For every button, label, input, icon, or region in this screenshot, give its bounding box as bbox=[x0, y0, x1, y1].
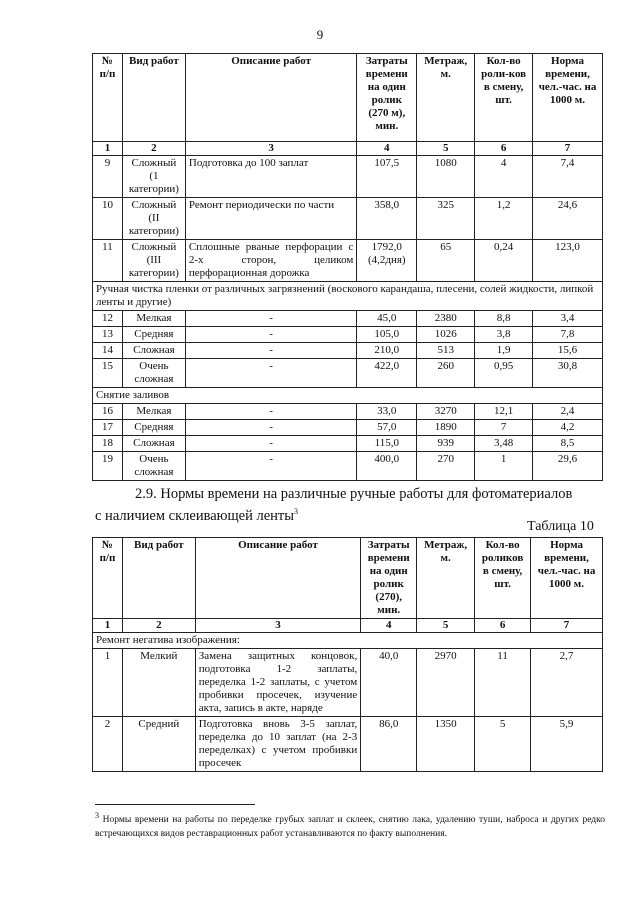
cell-cost: 40,0 bbox=[361, 649, 417, 717]
col-header-num: № п/п bbox=[93, 54, 123, 142]
table-row bbox=[93, 311, 603, 327]
cell-cost: 107,5 bbox=[357, 156, 417, 198]
section-heading-line2: с наличием склеивающей ленты bbox=[95, 507, 294, 524]
cell-num: 14 bbox=[93, 343, 123, 359]
cell-norm: 7,4 bbox=[533, 156, 603, 198]
cell-cost: 422,0 bbox=[357, 359, 417, 388]
col-header-norm: Норма времени, чел.-час. на 1000 м. bbox=[531, 538, 603, 619]
cell-type: Сложная bbox=[122, 343, 185, 359]
cell-norm: 4,2 bbox=[533, 420, 603, 436]
cell-num: 15 bbox=[93, 359, 123, 388]
cell-meter: 260 bbox=[417, 359, 475, 388]
cell-desc: - bbox=[185, 420, 356, 436]
norms-table-10 bbox=[92, 537, 603, 772]
cell-norm: 30,8 bbox=[533, 359, 603, 388]
col-header-cost: Затраты времени на один ролик (270), мин. bbox=[361, 538, 417, 619]
footnote bbox=[95, 809, 605, 841]
cell-type: Сложный (II категории) bbox=[122, 198, 185, 240]
cell-desc: - bbox=[185, 404, 356, 420]
table-row bbox=[93, 198, 603, 240]
table-row bbox=[93, 359, 603, 388]
col-header-type: Вид работ bbox=[122, 54, 185, 142]
cell-num: 1 bbox=[93, 649, 123, 717]
cell-type: Сложная bbox=[122, 436, 185, 452]
cell-meter: 1026 bbox=[417, 327, 475, 343]
cell-type: Сложный (1 категории) bbox=[122, 156, 185, 198]
cell-num: 17 bbox=[93, 420, 123, 436]
col-header-cost: Затраты времени на один ролик (270 м), мин. bbox=[357, 54, 417, 142]
cell-desc: - bbox=[185, 436, 356, 452]
col-header-num: № п/п bbox=[93, 538, 123, 619]
cell-rolls: 12,1 bbox=[475, 404, 533, 420]
cell-desc: Подготовка до 100 заплат bbox=[185, 156, 356, 198]
cell-meter: 3270 bbox=[417, 404, 475, 420]
footnote-divider bbox=[95, 804, 255, 805]
cell-type: Средний bbox=[122, 717, 195, 772]
col-header-desc: Описание работ bbox=[195, 538, 360, 619]
cell-type: Мелкий bbox=[122, 649, 195, 717]
cell-meter: 2970 bbox=[417, 649, 475, 717]
table-row bbox=[93, 436, 603, 452]
cell-norm: 2,7 bbox=[531, 649, 603, 717]
cell-rolls: 1,9 bbox=[475, 343, 533, 359]
cell-norm: 123,0 bbox=[533, 240, 603, 282]
cell-cost: 86,0 bbox=[361, 717, 417, 772]
cell-type: Мелкая bbox=[122, 404, 185, 420]
cell-desc: Ремонт периодически по части bbox=[185, 198, 356, 240]
col-header-rolls: Кол-во роли-ков в смену, шт. bbox=[475, 54, 533, 142]
col-header-type: Вид работ bbox=[122, 538, 195, 619]
cell-num: 13 bbox=[93, 327, 123, 343]
cell-desc: - bbox=[185, 452, 356, 481]
page-number: 9 bbox=[316, 27, 324, 42]
cell-desc: Замена защитных концовок, подготовка 1-2 заплаты, переделка 1-2 заплаты, с учетом пробивки просечек, изучение акта, запись в акте, наряде bbox=[195, 649, 360, 717]
cell-norm: 3,4 bbox=[533, 311, 603, 327]
table-row bbox=[93, 420, 603, 436]
cell-cost: 1792,0 (4,2дня) bbox=[357, 240, 417, 282]
cell-desc: Сплошные рваные перфорации с 2-х сторон, целиком перфорационная дорожка bbox=[185, 240, 356, 282]
cell-norm: 7,8 bbox=[533, 327, 603, 343]
cell-type: Средняя bbox=[122, 327, 185, 343]
cell-cost: 33,0 bbox=[357, 404, 417, 420]
table-row bbox=[93, 240, 603, 282]
cell-rolls: 1,2 bbox=[475, 198, 533, 240]
cell-cost: 45,0 bbox=[357, 311, 417, 327]
cell-meter: 513 bbox=[417, 343, 475, 359]
cell-meter: 1080 bbox=[417, 156, 475, 198]
footnote-mark: 3 bbox=[95, 811, 99, 820]
cell-cost: 400,0 bbox=[357, 452, 417, 481]
section-row-cleaning: Ручная чистка пленки от различных загрязнений (воскового карандаша, плесени, солей жидкости, липкой ленты и другие) bbox=[93, 282, 603, 311]
cell-num: 9 bbox=[93, 156, 123, 198]
cell-rolls: 5 bbox=[475, 717, 531, 772]
cell-meter: 65 bbox=[417, 240, 475, 282]
col-header-rolls: Кол-во роликов в смену, шт. bbox=[475, 538, 531, 619]
cell-desc: - bbox=[185, 343, 356, 359]
cell-meter: 325 bbox=[417, 198, 475, 240]
table-row bbox=[93, 156, 603, 198]
col-header-meter: Метраж, м. bbox=[417, 538, 475, 619]
cell-desc: Подготовка вновь 3-5 заплат, переделка до 10 заплат (на 2-3 переделках) с учетом пробивки просечек bbox=[195, 717, 360, 772]
cell-rolls: 4 bbox=[475, 156, 533, 198]
cell-meter: 1350 bbox=[417, 717, 475, 772]
cell-norm: 5,9 bbox=[531, 717, 603, 772]
cell-type: Очень сложная bbox=[122, 452, 185, 481]
footnote-ref: 3 bbox=[294, 507, 298, 516]
cell-norm: 8,5 bbox=[533, 436, 603, 452]
table-row bbox=[93, 452, 603, 481]
cell-cost: 358,0 bbox=[357, 198, 417, 240]
table-row bbox=[93, 343, 603, 359]
table-row bbox=[93, 404, 603, 420]
section-row-stains: Снятие заливов bbox=[93, 388, 603, 404]
cell-rolls: 7 bbox=[475, 420, 533, 436]
table-row bbox=[93, 717, 603, 772]
cell-norm: 29,6 bbox=[533, 452, 603, 481]
cell-desc: - bbox=[185, 311, 356, 327]
cell-rolls: 3,8 bbox=[475, 327, 533, 343]
cell-num: 16 bbox=[93, 404, 123, 420]
norms-table-continued bbox=[92, 53, 603, 481]
cell-cost: 210,0 bbox=[357, 343, 417, 359]
cell-num: 11 bbox=[93, 240, 123, 282]
cell-type: Сложный (III категории) bbox=[122, 240, 185, 282]
cell-meter: 270 bbox=[417, 452, 475, 481]
cell-meter: 939 bbox=[417, 436, 475, 452]
cell-rolls: 11 bbox=[475, 649, 531, 717]
column-index-row: 1 2 3 4 5 6 7 bbox=[93, 142, 603, 156]
cell-num: 19 bbox=[93, 452, 123, 481]
cell-type: Средняя bbox=[122, 420, 185, 436]
cell-cost: 105,0 bbox=[357, 327, 417, 343]
cell-norm: 15,6 bbox=[533, 343, 603, 359]
cell-type: Мелкая bbox=[122, 311, 185, 327]
table-caption: Таблица 10 bbox=[527, 519, 594, 534]
table-row bbox=[93, 649, 603, 717]
table-row bbox=[93, 327, 603, 343]
column-index-row: 1 2 3 4 5 6 7 bbox=[93, 619, 603, 633]
cell-num: 12 bbox=[93, 311, 123, 327]
section-row-negative-repair: Ремонт негатива изображения: bbox=[93, 633, 603, 649]
cell-type: Очень сложная bbox=[122, 359, 185, 388]
section-heading-line1: 2.9. Нормы времени на различные ручные работы для фотоматериалов bbox=[135, 486, 573, 502]
cell-rolls: 3,48 bbox=[475, 436, 533, 452]
cell-rolls: 0,24 bbox=[475, 240, 533, 282]
col-header-meter: Метраж, м. bbox=[417, 54, 475, 142]
cell-norm: 2,4 bbox=[533, 404, 603, 420]
cell-desc: - bbox=[185, 327, 356, 343]
footnote-text: Нормы времени на работы по переделке грубых заплат и склеек, снятию лака, удалению туши, наброса и других редко встречающихся видов реставрационных работ устанавливаются по факту выполнения. bbox=[95, 815, 605, 840]
cell-rolls: 1 bbox=[475, 452, 533, 481]
cell-num: 18 bbox=[93, 436, 123, 452]
cell-desc: - bbox=[185, 359, 356, 388]
cell-meter: 1890 bbox=[417, 420, 475, 436]
cell-cost: 57,0 bbox=[357, 420, 417, 436]
cell-meter: 2380 bbox=[417, 311, 475, 327]
cell-norm: 24,6 bbox=[533, 198, 603, 240]
cell-rolls: 8,8 bbox=[475, 311, 533, 327]
col-header-desc: Описание работ bbox=[185, 54, 356, 142]
cell-num: 2 bbox=[93, 717, 123, 772]
cell-rolls: 0,95 bbox=[475, 359, 533, 388]
cell-num: 10 bbox=[93, 198, 123, 240]
cell-cost: 115,0 bbox=[357, 436, 417, 452]
col-header-norm: Норма времени, чел.-час. на 1000 м. bbox=[533, 54, 603, 142]
